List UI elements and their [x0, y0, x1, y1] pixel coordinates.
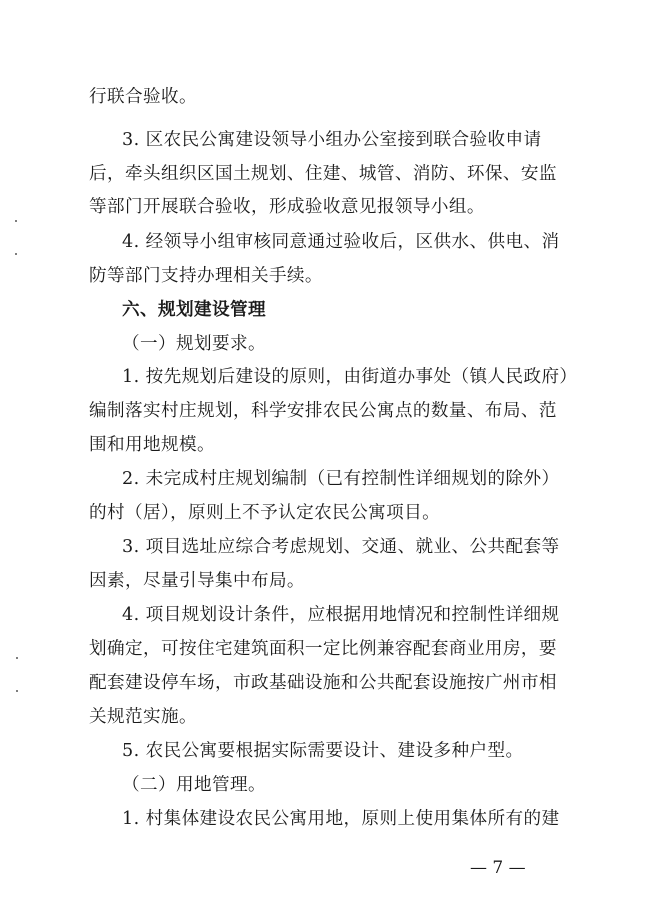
binding-hole-mark: [16, 690, 18, 692]
text-line: 3. 项目选址应综合考虑规划、交通、就业、公共配套等: [122, 537, 560, 557]
section-heading: 六、规划建设管理: [122, 299, 266, 320]
subsection-heading: （一）规划要求。: [122, 334, 266, 354]
text-line: 4. 项目规划设计条件，应根据用地情况和控制性详细规: [122, 605, 560, 625]
text-line: 围和用地规模。: [89, 435, 215, 455]
text-line: 1. 村集体建设农民公寓用地，原则上使用集体所有的建: [122, 809, 560, 829]
text-line: 2. 未完成村庄规划编制（已有控制性详细规划的除外）: [122, 469, 560, 489]
text-line: 防等部门支持办理相关手续。: [89, 266, 323, 286]
text-line: 配套建设停车场，市政基础设施和公共配套设施按广州市相: [89, 673, 557, 693]
text-line: 后，牵头组织区国土规划、住建、城管、消防、环保、安监: [89, 164, 557, 184]
text-line: 划确定，可按住宅建筑面积一定比例兼容配套商业用房，要: [89, 639, 557, 659]
text-line: 等部门开展联合验收，形成验收意见报领导小组。: [89, 197, 485, 217]
text-line: 的村（居），原则上不予认定农民公寓项目。: [89, 503, 441, 523]
text-line: 4. 经领导小组审核同意通过验收后，区供水、供电、消: [122, 232, 560, 252]
binding-hole-mark: [15, 220, 17, 222]
text-line: 编制落实村庄规划，科学安排农民公寓点的数量、布局、范: [89, 401, 557, 421]
binding-hole-mark: [16, 657, 18, 659]
text-line: 3. 区农民公寓建设领导小组办公室接到联合验收申请: [122, 130, 542, 150]
text-line: 因素，尽量引导集中布局。: [89, 571, 305, 591]
subsection-heading: （二）用地管理。: [122, 775, 266, 795]
text-line: 5. 农民公寓要根据实际需要设计、建设多种户型。: [122, 741, 524, 761]
text-line: 行联合验收。: [89, 87, 197, 107]
binding-hole-mark: [15, 253, 17, 255]
text-line: 1. 按先规划后建设的原则，由街道办事处（镇人民政府）: [122, 367, 578, 387]
text-line: 关规范实施。: [89, 707, 197, 727]
page-number: — 7 —: [470, 858, 526, 878]
